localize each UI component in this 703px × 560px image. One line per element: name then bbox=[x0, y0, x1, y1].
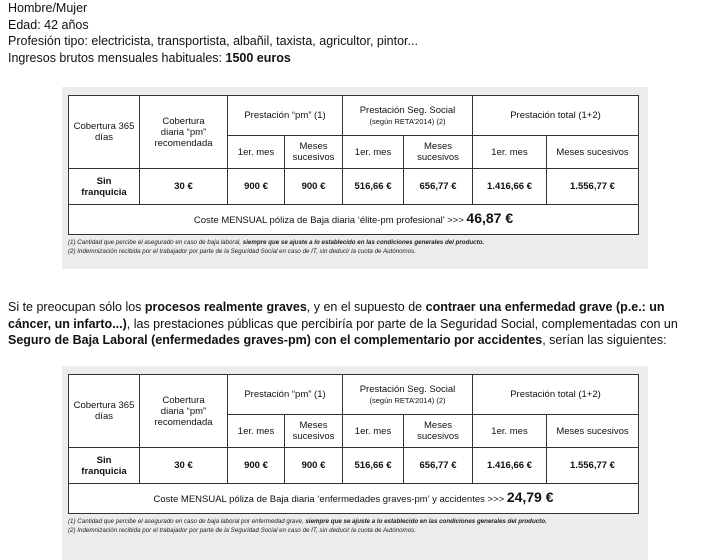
footnotes bbox=[68, 518, 642, 535]
footnote-1-bold: siempre que se ajuste a lo establecido en las condiciones generales del producto. bbox=[305, 518, 547, 525]
subheader-total-mes1: 1er. mes bbox=[473, 136, 547, 169]
table-row bbox=[69, 169, 639, 205]
footnote-2: (2) Indemnización recibida por el trabajador por parte de la Seguridad Social en caso de IT, sin deducir la cuota de Autónomos. bbox=[68, 247, 416, 255]
para-bold-3: Seguro de Baja Laboral (enfermedades graves-pm) con el complementario por accidentes bbox=[8, 333, 543, 347]
profile-income bbox=[8, 50, 418, 67]
header-cobertura-diaria bbox=[140, 96, 228, 169]
subheader-ss-sucesivos: Meses sucesivos bbox=[404, 415, 473, 448]
benefits-table-2-panel bbox=[62, 366, 648, 560]
profile-income-label: Ingresos brutos mensuales habituales: bbox=[8, 50, 226, 65]
header-cobertura-diaria-l1: Cobertura bbox=[162, 115, 205, 127]
header-prestacion-ss-l2: (según RETA’2014) (2) bbox=[369, 116, 446, 126]
cell-total-mes1: 1.416,66 € bbox=[473, 169, 547, 205]
monthly-cost-label: Coste MENSUAL póliza de Baja diaria ‘élite-pm profesional’ >>> bbox=[193, 215, 467, 226]
subheader-total-mes1: 1er. mes bbox=[473, 415, 547, 448]
para-text-4: , serían las siguientes: bbox=[542, 333, 667, 347]
subheader-ss-mes1: 1er. mes bbox=[343, 136, 404, 169]
description-paragraph bbox=[8, 299, 698, 349]
footnote-1-text: (1) Cantidad que percibe el asegurado en caso de baja laboral por enfermedad grave, bbox=[68, 518, 306, 525]
footnote-2: (2) Indemnización recibida por el trabajador por parte de la Seguridad Social en caso de IT, sin deducir la cuota de Autónomos. bbox=[68, 526, 416, 534]
benefits-table-2 bbox=[68, 374, 639, 514]
cell-ss-sucesivos: 656,77 € bbox=[404, 169, 473, 205]
subheader-ss-mes1: 1er. mes bbox=[343, 415, 404, 448]
header-cobertura-diaria-l2: diaria “pm” bbox=[160, 126, 207, 138]
cell-total-sucesivos: 1.556,77 € bbox=[547, 448, 639, 484]
monthly-cost-label: Coste MENSUAL póliza de Baja diaria ‘enfermedades graves-pm’ y accidentes >>> bbox=[153, 494, 507, 505]
para-text-1: Si te preocupan sólo los bbox=[8, 300, 145, 314]
row-label-l2: franquicia bbox=[81, 465, 127, 477]
header-cobertura-365: Cobertura 365 días bbox=[69, 96, 140, 169]
header-cobertura-diaria bbox=[140, 375, 228, 448]
header-prestacion-ss bbox=[343, 375, 473, 415]
profile-age: Edad: 42 años bbox=[8, 17, 89, 32]
cell-cobertura-diaria: 30 € bbox=[140, 169, 228, 205]
subheader-pm-sucesivos: Meses sucesivos bbox=[285, 415, 343, 448]
cell-ss-mes1: 516,66 € bbox=[343, 448, 404, 484]
header-prestacion-total: Prestación total (1+2) bbox=[473, 96, 639, 136]
header-cobertura-diaria-l3: recomendada bbox=[154, 416, 213, 428]
row-label bbox=[69, 448, 140, 484]
cell-ss-sucesivos: 656,77 € bbox=[404, 448, 473, 484]
para-bold-1: procesos realmente graves bbox=[144, 300, 307, 314]
header-cobertura-365: Cobertura 365 días bbox=[69, 375, 140, 448]
cell-cobertura-diaria: 30 € bbox=[140, 448, 228, 484]
monthly-cost-value: 24,79 € bbox=[506, 489, 554, 505]
header-prestacion-pm: Prestación “pm” (1) bbox=[228, 375, 343, 415]
row-label bbox=[69, 169, 140, 205]
profile-income-value: 1500 euros bbox=[225, 50, 291, 65]
para-text-2: , y en el supuesto de bbox=[306, 300, 426, 314]
footnote-1-bold: siempre que se ajuste a lo establecido en las condiciones generales del producto. bbox=[242, 239, 485, 246]
monthly-cost-row bbox=[69, 205, 639, 235]
header-prestacion-ss-l1: Prestación Seg. Social bbox=[359, 104, 456, 116]
footnote-1 bbox=[68, 239, 642, 248]
monthly-cost-value: 46,87 € bbox=[466, 210, 514, 226]
header-prestacion-total: Prestación total (1+2) bbox=[473, 375, 639, 415]
cell-pm-sucesivos: 900 € bbox=[285, 448, 343, 484]
cell-pm-mes1: 900 € bbox=[228, 169, 285, 205]
subheader-pm-mes1: 1er. mes bbox=[228, 415, 285, 448]
profile-profession: Profesión tipo: electricista, transportista, albañil, taxista, agricultor, pintor... bbox=[8, 34, 418, 48]
subheader-pm-sucesivos: Meses sucesivos bbox=[285, 136, 343, 169]
header-prestacion-pm: Prestación “pm” (1) bbox=[228, 96, 343, 136]
header-prestacion-ss-l2: (según RETA’2014) (2) bbox=[369, 395, 446, 405]
profile-block bbox=[8, 0, 418, 66]
cell-pm-mes1: 900 € bbox=[228, 448, 285, 484]
subheader-ss-sucesivos: Meses sucesivos bbox=[404, 136, 473, 169]
cell-ss-mes1: 516,66 € bbox=[343, 169, 404, 205]
benefits-table-1-panel bbox=[62, 87, 648, 269]
footnote-1-text: (1) Cantidad que percibe el asegurado en caso de baja laboral, bbox=[68, 239, 243, 246]
footnotes bbox=[68, 239, 642, 256]
footnote-1 bbox=[68, 518, 642, 527]
para-text-3: , las prestaciones públicas que percibiría por parte de la Seguridad Social, complementadas con un bbox=[126, 316, 678, 331]
subheader-total-sucesivos: Meses sucesivos bbox=[547, 415, 639, 448]
para-bold-2: contraer una enfermedad grave (p.e.: un cáncer, un infarto...) bbox=[8, 300, 665, 331]
header-cobertura-diaria-l2: diaria “pm” bbox=[160, 405, 207, 417]
row-label-l2: franquicia bbox=[81, 186, 127, 198]
benefits-table-1 bbox=[68, 95, 639, 235]
subheader-pm-mes1: 1er. mes bbox=[228, 136, 285, 169]
subheader-total-sucesivos: Meses sucesivos bbox=[547, 136, 639, 169]
table-row bbox=[69, 448, 639, 484]
monthly-cost-row bbox=[69, 484, 639, 514]
header-cobertura-diaria-l1: Cobertura bbox=[162, 394, 205, 406]
cell-pm-sucesivos: 900 € bbox=[285, 169, 343, 205]
row-label-l1: Sin bbox=[96, 175, 112, 187]
header-prestacion-ss bbox=[343, 96, 473, 136]
profile-gender: Hombre/Mujer bbox=[8, 1, 88, 15]
row-label-l1: Sin bbox=[96, 454, 112, 466]
cell-total-mes1: 1.416,66 € bbox=[473, 448, 547, 484]
header-prestacion-ss-l1: Prestación Seg. Social bbox=[359, 383, 456, 395]
header-cobertura-diaria-l3: recomendada bbox=[154, 137, 213, 149]
cell-total-sucesivos: 1.556,77 € bbox=[547, 169, 639, 205]
